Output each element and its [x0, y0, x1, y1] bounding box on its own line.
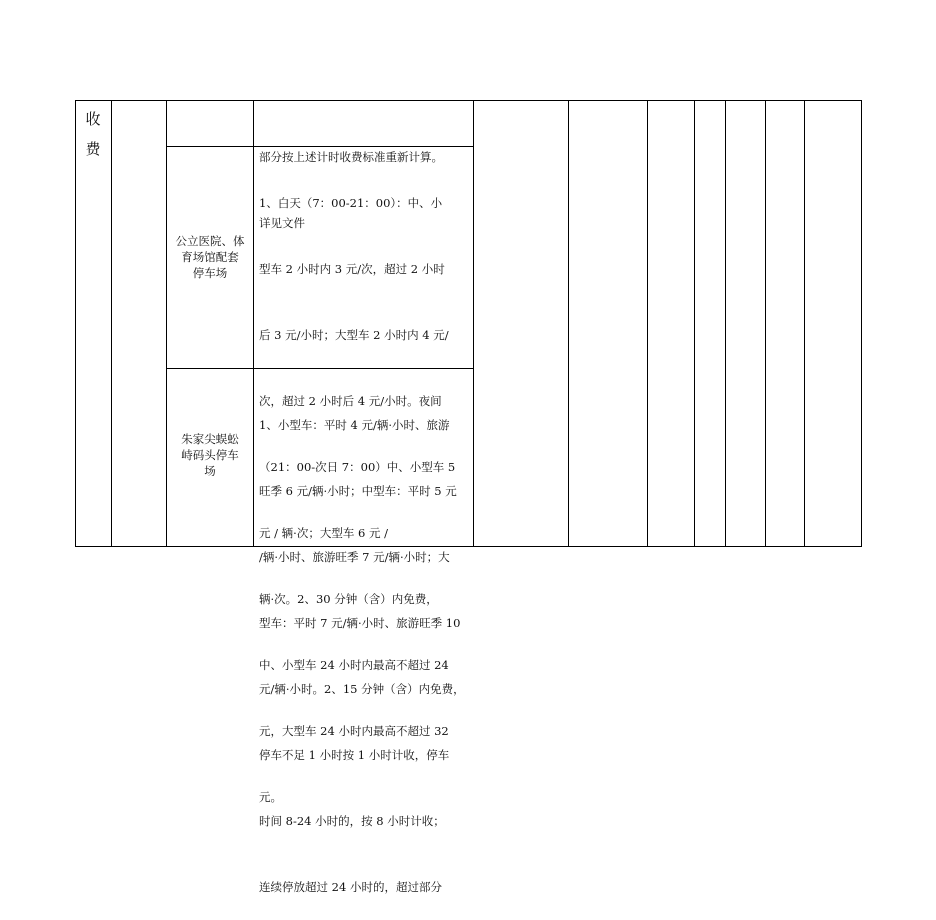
- col-border-2: [166, 100, 167, 547]
- desc-line: 元 / 辆·次；大型车 6 元 /: [259, 526, 388, 540]
- location-line: 育场馆配套: [181, 250, 239, 264]
- col-border-3: [253, 100, 254, 547]
- col-border-8: [725, 100, 726, 547]
- desc-line: 详见文件: [259, 216, 305, 230]
- location-line: 朱家尖蜈蚣: [181, 432, 239, 446]
- category-char: 收: [85, 110, 101, 128]
- desc-line: 元。: [259, 790, 282, 804]
- col-border-6: [647, 100, 648, 547]
- col-border-1: [111, 100, 112, 547]
- location-line: 场: [204, 464, 216, 478]
- desc-line: 时间 8-24 小时的，按 8 小时计收；: [259, 814, 445, 828]
- desc-line: 旺季 6 元/辆·小时；中型车：平时 5 元: [259, 484, 457, 498]
- col-border-0: [75, 100, 76, 547]
- row-3-description: [259, 370, 471, 920]
- col-border-5: [568, 100, 569, 547]
- desc-line: 型车：平时 7 元/辆·小时、旅游旺季 10: [259, 616, 461, 630]
- col-border-10: [804, 100, 805, 547]
- col-border-9: [765, 100, 766, 547]
- desc-line: 辆·次。2、30 分钟（含）内免费，: [259, 592, 438, 606]
- location-line: 公立医院、体: [175, 234, 245, 248]
- category-cell: [76, 104, 110, 164]
- desc-line: 元，大型车 24 小时内最高不超过 32: [259, 724, 449, 738]
- desc-line: 部分按上述计时收费标准重新计算。: [259, 150, 443, 164]
- desc-line: 中、小型车 24 小时内最高不超过 24: [259, 658, 449, 672]
- desc-line: 1、小型车：平时 4 元/辆·小时、旅游: [259, 418, 450, 432]
- desc-line: /辆·小时、旅游旺季 7 元/辆·小时；大: [259, 550, 450, 564]
- row-2-location: [167, 233, 253, 281]
- row-3-location: [167, 431, 253, 479]
- desc-line: 连续停放超过 24 小时的，超过部分: [259, 880, 442, 894]
- col-border-7: [694, 100, 695, 547]
- desc-line: 1、白天（7：00-21：00）：中、小: [259, 196, 443, 210]
- col-border-4: [473, 100, 474, 547]
- desc-line: 后 3 元/小时；大型车 2 小时内 4 元/: [259, 328, 449, 342]
- location-line: 峙码头停车: [181, 448, 239, 462]
- desc-line: （21：00-次日 7：00）中、小型车 5: [259, 460, 456, 474]
- category-char: 费: [85, 140, 101, 158]
- desc-line: 元/辆·小时。2、15 分钟（含）内免费，: [259, 682, 465, 696]
- desc-line: 次，超过 2 小时后 4 元/小时。夜间: [259, 394, 442, 408]
- col-border-11: [861, 100, 862, 547]
- desc-line: 停车不足 1 小时按 1 小时计收，停车: [259, 748, 450, 762]
- location-line: 停车场: [192, 266, 228, 280]
- desc-line: 型车 2 小时内 3 元/次，超过 2 小时: [259, 262, 445, 276]
- table-top-border: [75, 100, 862, 101]
